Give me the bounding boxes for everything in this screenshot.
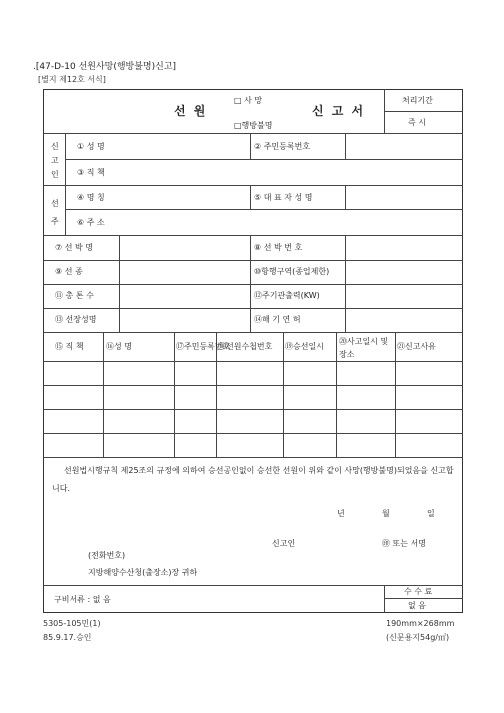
field-ship-type: ⑨ 선 종 <box>55 267 83 276</box>
line <box>174 332 175 457</box>
line <box>43 260 463 261</box>
line <box>43 235 463 236</box>
col-report-reason: ㉑신고사유 <box>397 342 436 351</box>
field-address: ⑥ 주 소 <box>77 218 105 227</box>
form-number: [별지 제12호 서식] <box>38 75 106 84</box>
line <box>43 585 463 586</box>
statement-text: 선원법시행규칙 제25조의 규정에 의하여 승선공인없이 승선한 선원이 위와 같이 사망(행방불명)되었음을 신고합니다. <box>52 466 454 493</box>
line <box>395 332 396 457</box>
paper-size: 190mm×268mm <box>386 619 455 628</box>
field-navigation-area: ⑩항행구역(종업제한) <box>254 267 330 276</box>
date-year: 년 <box>337 509 345 518</box>
line <box>65 133 66 235</box>
col-boarding-date: ⑲승선일시 <box>285 342 324 351</box>
line <box>345 133 346 159</box>
option-missing: □행방불명 <box>234 121 273 130</box>
line <box>336 332 337 457</box>
field-engine-output: ⑫주기관출력(KW) <box>254 291 320 300</box>
field-name: ① 성 명 <box>77 142 105 151</box>
col-seaman-book: ⑱선원수첩번호 <box>218 342 273 351</box>
field-license: ⑭해 기 연 허 <box>254 315 301 324</box>
field-representative: ⑤ 대 표 자 성 명 <box>254 193 313 202</box>
line <box>250 185 251 209</box>
line <box>43 385 463 386</box>
reporter-label: 신고인 <box>272 539 296 548</box>
owner-section-label: 선 주 <box>51 199 59 226</box>
form-title-left: 선 원 <box>174 104 208 118</box>
line <box>43 308 463 309</box>
line <box>43 133 463 134</box>
field-captain-name: ⑬ 선장성명 <box>55 315 97 324</box>
addressee: 지방해양수산청(출장소)장 귀하 <box>88 568 198 577</box>
field-company-name: ④ 명 칭 <box>77 193 105 202</box>
date-month: 월 <box>382 509 390 518</box>
processing-period-value: 즉 시 <box>408 118 426 127</box>
line <box>43 409 463 410</box>
fee-label: 수 수 료 <box>404 587 433 596</box>
line <box>103 332 104 457</box>
seal-or-signature: ㊞ 또는 서명 <box>382 539 426 548</box>
line <box>65 159 463 160</box>
option-death: □ 사 망 <box>234 96 263 105</box>
required-documents: 구비서류 : 없 음 <box>54 595 111 604</box>
line <box>250 133 251 159</box>
line <box>43 185 463 186</box>
line <box>43 332 463 333</box>
line <box>384 598 463 599</box>
line <box>43 284 463 285</box>
document-title: .[47-D-10 선원사망(행방불명)신고] <box>33 62 177 72</box>
line <box>345 235 346 332</box>
field-ship-name: ⑦ 선 박 명 <box>55 243 93 252</box>
paper-type: (신문용지54g/㎡) <box>386 633 450 642</box>
field-tonnage: ⑪ 총 톤 수 <box>55 291 94 300</box>
line <box>43 433 463 434</box>
col-accident-datetime: ⑳사고일시 및 장소 <box>339 337 389 359</box>
line <box>65 209 463 210</box>
processing-period-label: 처리기간 <box>402 96 433 105</box>
col-name: ⑯성 명 <box>106 342 132 351</box>
col-resident-number: ⑰주민등록번호 <box>176 342 231 351</box>
field-position: ③ 직 책 <box>77 168 105 177</box>
col-position: ⑮ 직 책 <box>55 342 84 351</box>
fee-value: 없 음 <box>408 601 426 610</box>
form-code: 5305-105민(1) <box>43 619 101 628</box>
phone-label: (전화번호) <box>88 551 126 560</box>
line <box>119 235 120 332</box>
field-ship-number: ⑧ 선 박 번 호 <box>254 243 303 252</box>
line <box>384 585 385 613</box>
field-resident-number: ② 주민등록번호 <box>254 142 311 151</box>
form-title-right: 신 고 서 <box>312 104 366 118</box>
line <box>43 457 463 458</box>
date-day: 일 <box>427 509 435 518</box>
line <box>384 89 385 133</box>
line <box>283 332 284 457</box>
line <box>345 185 346 209</box>
reporter-section-label: 신 고 인 <box>51 142 59 179</box>
line <box>384 111 463 112</box>
line <box>43 361 463 362</box>
approval-date: 85.9.17.승인 <box>43 633 92 642</box>
line <box>250 235 251 332</box>
